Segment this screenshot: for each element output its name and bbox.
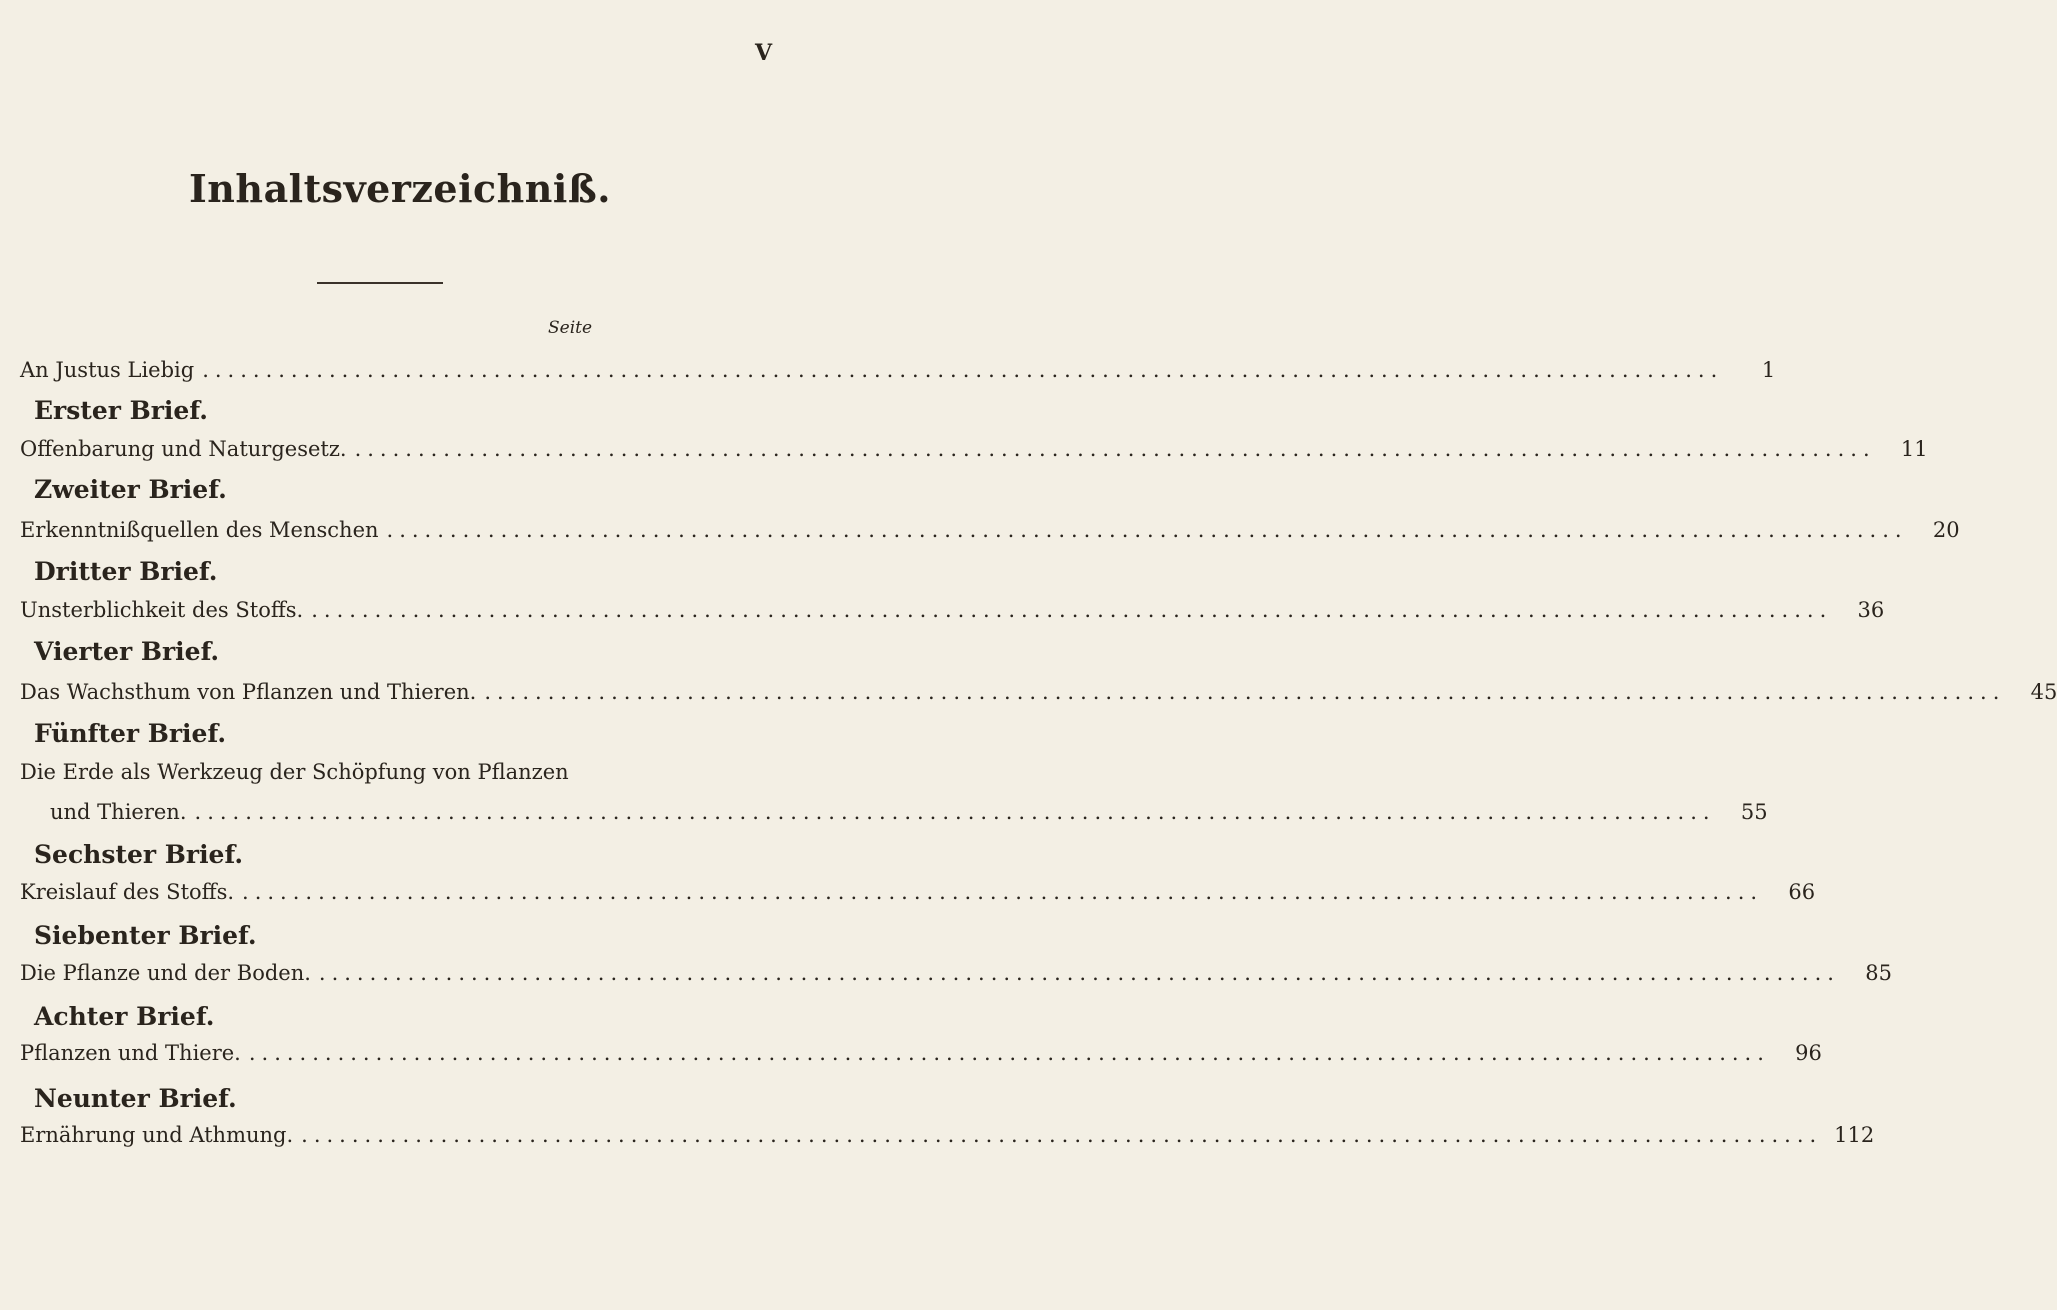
page-column-header: Seite xyxy=(548,318,593,338)
toc-entry-title: und Thieren. xyxy=(50,800,187,824)
toc-entry xyxy=(20,1123,1875,1147)
toc-entry xyxy=(20,961,1892,985)
toc-leader-dots: ........................................................................................................................ xyxy=(484,680,2006,704)
toc-leader-dots: ........................................................................................................................ xyxy=(242,880,1764,904)
toc-entry-title: Erkenntnißquellen des Menschen xyxy=(20,518,379,542)
toc-letter-heading: Zweiter Brief. xyxy=(34,475,227,504)
toc-entry-title: Die Pflanze und der Boden. xyxy=(20,961,311,985)
toc-entry xyxy=(20,518,1960,542)
toc-entry-page: 112 xyxy=(1834,1123,1875,1147)
toc-leader-dots: ........................................................................................................................ xyxy=(318,961,1840,985)
toc-entry-page: 85 xyxy=(1865,961,1892,985)
toc-leader-dots: ........................................................................................................................ xyxy=(202,358,1724,382)
toc-entry xyxy=(20,598,1885,622)
toc-entry-title: Das Wachsthum von Pflanzen und Thieren. xyxy=(20,680,477,704)
toc-leader-dots: ........................................................................................................................ xyxy=(248,1041,1770,1065)
toc-entry-title: Ernährung und Athmung. xyxy=(20,1123,294,1147)
toc-entry-page: 1 xyxy=(1761,358,1776,382)
toc-entry xyxy=(50,800,1768,824)
toc-entry xyxy=(20,358,1776,382)
toc-entry-page: 96 xyxy=(1795,1041,1822,1065)
page-title: Inhaltsverzeichniß. xyxy=(189,166,611,211)
toc-letter-heading: Achter Brief. xyxy=(34,1002,215,1031)
toc-entry-page: 11 xyxy=(1900,437,1928,461)
toc-leader-dots: ........................................................................................................................ xyxy=(194,800,1716,824)
toc-entry xyxy=(20,680,2057,704)
toc-entry-line: Die Erde als Werkzeug der Schöpfung von Pflanzen xyxy=(20,760,569,784)
page-number: V xyxy=(755,40,773,66)
toc-leader-dots: ........................................................................................................................ xyxy=(301,1123,1823,1147)
toc-entry xyxy=(20,437,1928,461)
toc-leader-dots: ........................................................................................................................ xyxy=(354,437,1876,461)
toc-entry-page: 66 xyxy=(1788,880,1816,904)
title-rule xyxy=(317,282,443,284)
toc-entry xyxy=(20,1041,1822,1065)
toc-entry xyxy=(20,880,1816,904)
toc-entry-page: 45 xyxy=(2030,680,2057,704)
toc-entry-title: Kreislauf des Stoffs. xyxy=(20,880,235,904)
toc-letter-heading: Dritter Brief. xyxy=(34,557,218,586)
toc-entry-title: An Justus Liebig xyxy=(20,358,195,382)
toc-leader-dots: ........................................................................................................................ xyxy=(386,518,1908,542)
toc-letter-heading: Siebenter Brief. xyxy=(34,921,257,950)
toc-entry-page: 20 xyxy=(1932,518,1960,542)
toc-leader-dots: ........................................................................................................................ xyxy=(311,598,1833,622)
toc-entry-title: Unsterblichkeit des Stoffs. xyxy=(20,598,304,622)
toc-letter-heading: Neunter Brief. xyxy=(34,1084,237,1113)
toc-letter-heading: Fünfter Brief. xyxy=(34,719,227,748)
toc-letter-heading: Vierter Brief. xyxy=(34,637,220,666)
toc-entry-title: Pflanzen und Thiere. xyxy=(20,1041,241,1065)
toc-entry-page: 55 xyxy=(1740,800,1768,824)
toc-entry-page: 36 xyxy=(1857,598,1885,622)
toc-letter-heading: Erster Brief. xyxy=(34,396,208,425)
toc-entry-title: Offenbarung und Naturgesetz. xyxy=(20,437,347,461)
toc-letter-heading: Sechster Brief. xyxy=(34,840,244,869)
